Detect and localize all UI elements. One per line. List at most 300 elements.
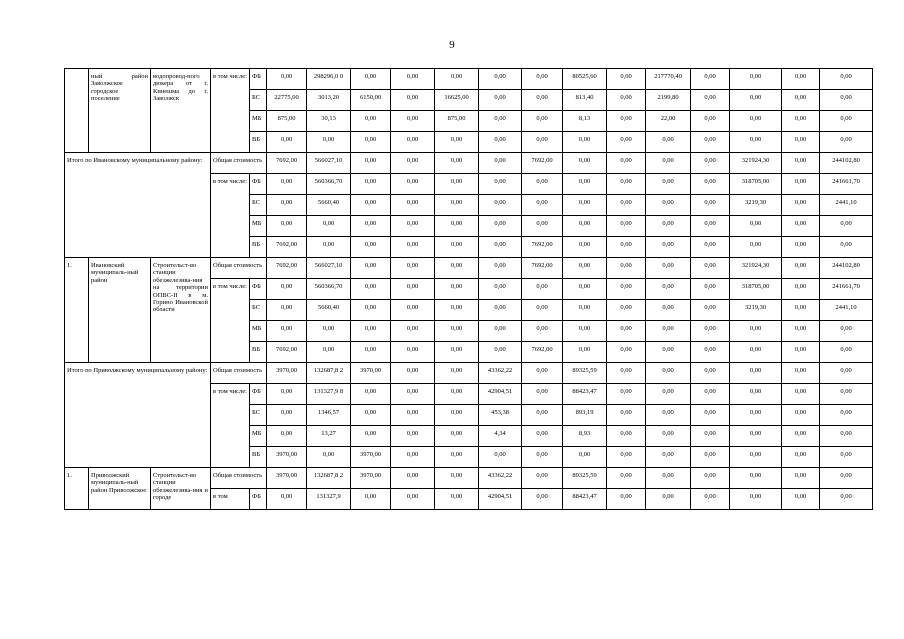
total-cost-row [65,258,873,279]
value-cell: 0,00 [522,174,563,195]
value-cell: 30,13 [307,111,351,132]
value-cell: 0,00 [563,132,607,153]
value-cell: 0,00 [607,447,646,468]
value-cell: 0,00 [351,405,391,426]
value-cell: 3970,00 [351,468,391,489]
value-cell: 0,00 [351,300,391,321]
value-cell: 0,00 [646,405,691,426]
district-total-title: Итого по Ивановскому муниципальному району: [65,153,211,258]
value-cell: 0,00 [691,153,730,174]
value-cell: 0,00 [607,132,646,153]
value-cell: 0,00 [607,405,646,426]
value-cell: 0,00 [691,426,730,447]
value-cell: 43362,22 [479,468,522,489]
value-cell: 0,00 [522,69,563,90]
total-cost-row [65,468,873,489]
value-cell: 0,00 [691,69,730,90]
value-cell: 453,38 [479,405,522,426]
value-cell: 0,00 [820,111,873,132]
value-cell: 0,00 [691,174,730,195]
value-cell: 875,00 [435,111,479,132]
value-cell: 321924,30 [730,258,782,279]
value-cell: 0,00 [646,237,691,258]
value-cell: 0,00 [782,258,820,279]
value-cell: 0,00 [820,69,873,90]
object-name: Строительст-во станции обезжелезива-ния в городе [151,468,211,510]
value-cell: 0,00 [782,342,820,363]
value-cell: 0,00 [607,237,646,258]
fund-code: ВБ [250,342,267,363]
value-cell: 0,00 [435,489,479,510]
value-cell: 0,00 [522,468,563,489]
value-cell: 0,00 [607,258,646,279]
value-cell: 0,00 [563,258,607,279]
value-cell: 0,00 [730,237,782,258]
page-number: 9 [449,39,455,51]
fund-row [65,69,873,90]
value-cell: 0,00 [522,279,563,300]
value-cell: 0,00 [607,153,646,174]
value-cell: 0,00 [351,426,391,447]
value-cell: 0,00 [435,132,479,153]
item-number: 1. [65,258,89,363]
district-name: Ивановский муниципаль-ный район [89,258,151,363]
value-cell: 0,00 [563,153,607,174]
value-cell: 0,00 [691,300,730,321]
value-cell: 0,00 [820,384,873,405]
fund-code: БС [250,405,267,426]
value-cell: 0,00 [479,321,522,342]
value-cell: 0,00 [691,447,730,468]
value-cell: 131327,9 8 [307,384,351,405]
value-cell: 318705,00 [730,279,782,300]
value-cell: 0,00 [646,132,691,153]
value-cell: 0,00 [607,174,646,195]
value-cell: 0,00 [435,426,479,447]
value-cell: 7692,00 [522,153,563,174]
value-cell: 0,00 [351,174,391,195]
value-cell: 0,00 [646,216,691,237]
value-cell: 0,00 [479,258,522,279]
value-cell: 0,00 [820,90,873,111]
value-cell: 8,93 [563,426,607,447]
value-cell: 0,00 [782,363,820,384]
value-cell: 0,00 [646,342,691,363]
value-cell: 5660,40 [307,195,351,216]
value-cell: 0,00 [691,321,730,342]
object-name: водопровод-ного дюкера от г. Кинешма до г. Заволжск [151,69,211,153]
value-cell: 0,00 [691,216,730,237]
value-cell: 893,19 [563,405,607,426]
value-cell: 131327,9 [307,489,351,510]
value-cell: 0,00 [730,69,782,90]
value-cell: 0,00 [607,216,646,237]
value-cell: 566027,10 [307,258,351,279]
value-cell: 0,00 [691,363,730,384]
value-cell: 0,00 [479,342,522,363]
district-name: Приволжский муниципаль-ный район Приволжское [89,468,151,510]
value-cell: 2441,10 [820,300,873,321]
value-cell: 0,00 [267,216,307,237]
value-cell: 3970,00 [351,363,391,384]
total-cost-label: Общая стоимость [211,258,267,279]
value-cell: 6150,00 [351,90,391,111]
value-cell: 0,00 [522,111,563,132]
value-cell: 0,00 [435,447,479,468]
value-cell: 0,00 [730,426,782,447]
value-cell: 0,00 [307,447,351,468]
value-cell: 0,00 [435,468,479,489]
value-cell: 0,00 [782,321,820,342]
including-label: в том числе: [211,384,250,468]
value-cell: 0,00 [607,195,646,216]
value-cell: 0,00 [479,153,522,174]
value-cell: 0,00 [782,468,820,489]
value-cell: 0,00 [563,342,607,363]
value-cell: 0,00 [646,468,691,489]
value-cell: 0,00 [435,258,479,279]
value-cell: 0,00 [691,468,730,489]
object-name: Строительст-во станции обезжелезива-ния на территории ОПВС-II в м. Горино Ивановской области [151,258,211,363]
value-cell: 0,00 [479,216,522,237]
value-cell: 7692,00 [267,258,307,279]
including-label: в том числе: [211,174,250,258]
value-cell: 241661,70 [820,279,873,300]
value-cell: 132687,8 2 [307,468,351,489]
value-cell: 0,00 [691,90,730,111]
total-cost-label: Общая стоимость [211,363,267,384]
value-cell: 0,00 [646,426,691,447]
value-cell: 2199,80 [646,90,691,111]
value-cell: 42904,51 [479,384,522,405]
value-cell: 0,00 [479,69,522,90]
value-cell: 0,00 [351,384,391,405]
value-cell: 0,00 [820,489,873,510]
value-cell: 0,00 [267,384,307,405]
value-cell: 0,00 [351,216,391,237]
value-cell: 0,00 [607,69,646,90]
value-cell: 875,00 [267,111,307,132]
fund-code: БС [250,195,267,216]
budget-table-body [65,69,873,510]
value-cell: 0,00 [820,405,873,426]
value-cell: 3013,20 [307,90,351,111]
value-cell: 244102,80 [820,153,873,174]
value-cell: 8,13 [563,111,607,132]
value-cell: 0,00 [391,237,435,258]
value-cell: 0,00 [267,69,307,90]
value-cell: 0,00 [782,447,820,468]
value-cell: 7692,00 [522,237,563,258]
fund-code: МБ [250,111,267,132]
value-cell: 22,00 [646,111,691,132]
value-cell: 0,00 [522,195,563,216]
value-cell: 0,00 [730,111,782,132]
value-cell: 0,00 [391,300,435,321]
fund-code: ФБ [250,279,267,300]
value-cell: 0,00 [351,195,391,216]
value-cell: 0,00 [730,468,782,489]
value-cell: 0,00 [267,426,307,447]
value-cell: 0,00 [782,216,820,237]
item-number [65,69,89,153]
value-cell: 0,00 [820,447,873,468]
value-cell: 13,27 [307,426,351,447]
value-cell: 0,00 [782,489,820,510]
value-cell: 0,00 [820,132,873,153]
value-cell: 0,00 [522,384,563,405]
value-cell: 0,00 [563,279,607,300]
value-cell: 0,00 [607,489,646,510]
value-cell: 0,00 [267,279,307,300]
fund-code: МБ [250,216,267,237]
including-label: в том числе: [211,279,250,363]
total-cost-label: Общая стоимость [211,153,267,174]
value-cell: 0,00 [646,174,691,195]
value-cell: 0,00 [646,153,691,174]
value-cell: 0,00 [479,447,522,468]
value-cell: 0,00 [782,405,820,426]
value-cell: 0,00 [563,447,607,468]
value-cell: 0,00 [351,489,391,510]
value-cell: 0,00 [820,237,873,258]
value-cell: 3219,30 [730,300,782,321]
value-cell: 0,00 [435,237,479,258]
fund-code: МБ [250,426,267,447]
value-cell: 0,00 [479,90,522,111]
value-cell: 318705,00 [730,174,782,195]
value-cell: 0,00 [435,405,479,426]
value-cell: 0,00 [267,174,307,195]
value-cell: 0,00 [391,405,435,426]
value-cell: 0,00 [782,237,820,258]
value-cell: 0,00 [782,153,820,174]
value-cell: 4,34 [479,426,522,447]
value-cell: 0,00 [351,153,391,174]
value-cell: 0,00 [820,321,873,342]
value-cell: 0,00 [351,132,391,153]
value-cell: 0,00 [391,195,435,216]
value-cell: 0,00 [730,384,782,405]
value-cell: 0,00 [563,174,607,195]
value-cell: 0,00 [435,153,479,174]
value-cell: 0,00 [267,300,307,321]
value-cell: 0,00 [391,90,435,111]
value-cell: 0,00 [391,132,435,153]
value-cell: 0,00 [391,216,435,237]
value-cell: 0,00 [782,195,820,216]
value-cell: 0,00 [730,447,782,468]
value-cell: 0,00 [646,258,691,279]
value-cell: 2441,10 [820,195,873,216]
value-cell: 0,00 [691,111,730,132]
value-cell: 22775,00 [267,90,307,111]
total-cost-row [65,153,873,174]
fund-code: ФБ [250,489,267,510]
value-cell: 0,00 [691,342,730,363]
including-label: в том [211,489,250,510]
value-cell: 0,00 [730,90,782,111]
value-cell: 0,00 [691,195,730,216]
value-cell: 0,00 [307,132,351,153]
value-cell: 0,00 [646,195,691,216]
value-cell: 0,00 [391,426,435,447]
fund-code: ВБ [250,447,267,468]
value-cell: 7692,00 [522,258,563,279]
total-cost-label: Общая стоимость [211,468,267,489]
value-cell: 0,00 [607,342,646,363]
value-cell: 0,00 [307,342,351,363]
value-cell: 0,00 [820,342,873,363]
value-cell: 0,00 [391,174,435,195]
value-cell: 0,00 [267,489,307,510]
value-cell: 244102,80 [820,258,873,279]
value-cell: 0,00 [607,426,646,447]
value-cell: 0,00 [479,132,522,153]
value-cell: 0,00 [522,405,563,426]
value-cell: 0,00 [607,90,646,111]
value-cell: 0,00 [691,405,730,426]
value-cell: 0,00 [522,321,563,342]
value-cell: 0,00 [391,468,435,489]
value-cell: 0,00 [691,279,730,300]
value-cell: 0,00 [820,363,873,384]
value-cell: 0,00 [479,237,522,258]
fund-code: ФБ [250,174,267,195]
value-cell: 0,00 [391,111,435,132]
value-cell: 0,00 [522,216,563,237]
value-cell: 241661,70 [820,174,873,195]
value-cell: 0,00 [607,321,646,342]
value-cell: 0,00 [522,300,563,321]
value-cell: 1346,57 [307,405,351,426]
value-cell: 0,00 [351,69,391,90]
value-cell: 0,00 [607,384,646,405]
fund-code: ФБ [250,384,267,405]
value-cell: 298296,0 0 [307,69,351,90]
fund-code: МБ [250,321,267,342]
value-cell: 0,00 [820,216,873,237]
value-cell: 566027,10 [307,153,351,174]
value-cell: 42904,51 [479,489,522,510]
value-cell: 43362,22 [479,363,522,384]
value-cell: 0,00 [522,90,563,111]
value-cell: 0,00 [307,216,351,237]
value-cell: 0,00 [607,279,646,300]
value-cell: 0,00 [267,405,307,426]
value-cell: 7692,00 [267,342,307,363]
value-cell: 217770,40 [646,69,691,90]
value-cell: 0,00 [782,279,820,300]
value-cell: 7692,00 [267,237,307,258]
value-cell: 0,00 [646,321,691,342]
fund-code: ВБ [250,132,267,153]
value-cell: 0,00 [522,363,563,384]
value-cell: 0,00 [391,258,435,279]
value-cell: 88423,47 [563,489,607,510]
budget-table [64,68,873,510]
value-cell: 0,00 [782,174,820,195]
value-cell: 0,00 [782,132,820,153]
value-cell: 0,00 [607,300,646,321]
district-name: ный район Заволжское городское поселение [89,69,151,153]
value-cell: 560366,70 [307,279,351,300]
item-number: 1. [65,468,89,510]
value-cell: 0,00 [479,279,522,300]
value-cell: 0,00 [307,237,351,258]
value-cell: 0,00 [563,237,607,258]
value-cell: 0,00 [435,300,479,321]
value-cell: 0,00 [479,174,522,195]
value-cell: 0,00 [782,111,820,132]
value-cell: 0,00 [391,447,435,468]
value-cell: 0,00 [820,426,873,447]
value-cell: 0,00 [730,321,782,342]
value-cell: 0,00 [351,237,391,258]
value-cell: 0,00 [691,132,730,153]
value-cell: 0,00 [730,405,782,426]
value-cell: 0,00 [391,153,435,174]
value-cell: 0,00 [391,342,435,363]
value-cell: 3219,30 [730,195,782,216]
value-cell: 0,00 [435,279,479,300]
value-cell: 7692,00 [522,342,563,363]
value-cell: 0,00 [351,279,391,300]
value-cell: 0,00 [351,258,391,279]
value-cell: 3970,00 [267,468,307,489]
value-cell: 0,00 [522,489,563,510]
value-cell: 0,00 [479,111,522,132]
value-cell: 0,00 [607,111,646,132]
value-cell: 0,00 [391,363,435,384]
value-cell: 132687,8 2 [307,363,351,384]
value-cell: 0,00 [435,363,479,384]
including-label: в том числе: [211,69,250,153]
value-cell: 0,00 [646,363,691,384]
value-cell: 0,00 [522,132,563,153]
value-cell: 0,00 [391,279,435,300]
value-cell: 80525,60 [563,69,607,90]
value-cell: 0,00 [435,216,479,237]
value-cell: 0,00 [351,342,391,363]
value-cell: 89325,59 [563,468,607,489]
value-cell: 0,00 [391,489,435,510]
value-cell: 0,00 [267,195,307,216]
value-cell: 0,00 [563,300,607,321]
value-cell: 7692,00 [267,153,307,174]
value-cell: 0,00 [646,300,691,321]
value-cell: 0,00 [435,321,479,342]
value-cell: 0,00 [730,216,782,237]
value-cell: 0,00 [646,489,691,510]
value-cell: 0,00 [351,321,391,342]
value-cell: 0,00 [730,489,782,510]
total-cost-row [65,363,873,384]
value-cell: 0,00 [646,384,691,405]
value-cell: 0,00 [782,300,820,321]
value-cell: 0,00 [563,216,607,237]
value-cell: 0,00 [607,363,646,384]
value-cell: 0,00 [782,384,820,405]
value-cell: 88423,47 [563,384,607,405]
value-cell: 3970,00 [267,363,307,384]
value-cell: 0,00 [782,426,820,447]
value-cell: 89325,59 [563,363,607,384]
fund-code: ФБ [250,69,267,90]
value-cell: 0,00 [391,69,435,90]
value-cell: 0,00 [479,300,522,321]
value-cell: 0,00 [479,195,522,216]
